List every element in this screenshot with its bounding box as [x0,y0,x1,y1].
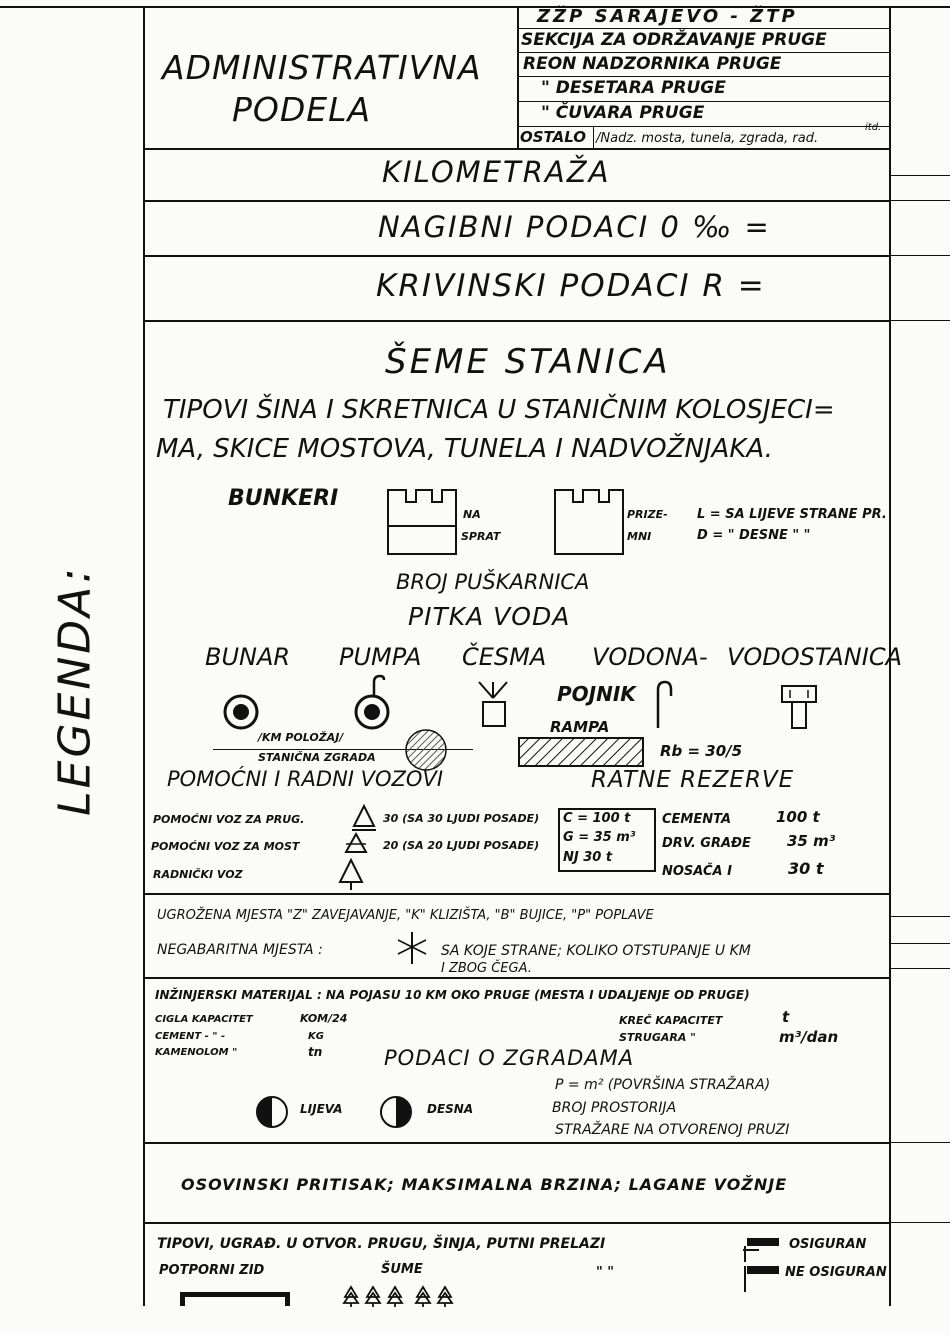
header-row-guard: " ČUVARA PRUGE [541,103,705,123]
nagibni-heading: NAGIBNI PODACI 0 ‰ = [378,210,771,244]
cement-capacity-label: CEMENT - " - [155,1031,226,1042]
water-station-label: VODOSTANICA [727,643,902,671]
aux-train-bridge-icon [344,832,368,858]
brick-capacity-unit: KOM/24 [300,1012,348,1025]
secured-crossing-label: OSIGURAN [789,1237,867,1252]
workers-train-label: RADNIČKI VOZ [153,868,243,881]
header-row-railway: ZŽP SARAJEVO - ŽTP [537,6,798,27]
band-line [143,200,891,202]
band-line [143,255,891,257]
reserves-code-cement: C = 100 t [563,811,631,826]
stations-title: ŠEME STANICA [385,342,671,382]
water-crane-label-2: POJNIK [557,682,636,706]
bunker-prize-label: PRIZE- [627,508,668,521]
brick-capacity-label: CIGLA KAPACITET [155,1014,253,1025]
unsecured-crossing-icon [741,1262,781,1292]
reserves-code-beams: NJ 30 t [563,850,613,865]
building-left-icon [254,1094,290,1130]
header-row-line [517,52,890,53]
margin-tick [891,255,950,256]
bunkers-label: BUNKERI [228,486,339,511]
band-line [143,320,891,322]
workers-train-icon [338,858,364,892]
drinking-water-title: PITKA VODA [408,602,571,631]
war-reserves-title: RATNE REZERVE [591,767,795,793]
water-crane-label: VODONA- [592,643,708,671]
building-right-label: DESNA [427,1102,474,1116]
retaining-wall-label: POTPORNI ZID [159,1263,265,1278]
header-title-line2: PODELA [232,90,372,129]
stations-text-line2: MA, SKICE MOSTOVA, TUNELA I NADVOŽNJAKA. [156,434,773,464]
margin-tick [891,1222,950,1223]
aux-train-bridge-value: 20 (SA 20 LJUDI POSADE) [383,839,540,852]
reserves-wood-label: DRV. GRAĐE [662,836,751,851]
forest-trees-icon [343,1285,463,1307]
quarry-capacity-unit: tn [308,1045,323,1059]
band-line [143,148,891,150]
aux-train-bridge-label: POMOĆNI VOZ ZA MOST [151,840,300,853]
bunker-na-label: NA [463,508,481,521]
reserves-code-wood: G = 35 m³ [563,830,636,845]
pump-icon [354,674,394,734]
header-row-section: SEKCIJA ZA ODRŽAVANJE PRUGE [521,30,827,50]
guardhouse-area-line: P = m² (POVRŠINA STRAŽARA) [555,1077,771,1093]
margin-tick [891,968,950,969]
header-row-line [517,101,890,102]
header-other-itd: itd. [865,122,882,133]
reserves-beams-label: NOSAČA I [662,864,732,879]
barrier-icon [518,737,646,769]
margin-tick [891,943,950,944]
clearance-places-text: SA KOJE STRANE; KOLIKO OTSTUPANJE U KM [441,943,751,959]
clearance-places-text-2: I ZBOG ČEGA. [441,961,532,976]
water-station-icon [780,684,820,732]
clearance-star-icon [395,930,429,966]
secured-crossing-icon [741,1234,781,1262]
bunker-mni-label: MNI [627,530,652,543]
unsecured-crossing-label: NE OSIGURAN [785,1265,887,1280]
header-row-line [517,28,890,29]
quarry-capacity-label: KAMENOLOM " [155,1047,238,1058]
station-building-label: STANIČNA ZGRADA [258,751,376,764]
header-row-foreman: " DESETARA PRUGE [541,78,726,98]
margin-tick [891,175,950,176]
lime-capacity-label: KREČ KAPACITET [619,1014,723,1027]
margin-tick [891,916,950,917]
aux-train-track-label: POMOĆNI VOZ ZA PRUG. [153,813,305,826]
header-title-line1: ADMINISTRATIVNA [162,48,482,87]
guardhouse-open-line: STRAŽARE NA OTVORENOJ PRUZI [555,1122,790,1138]
reserves-beams-value: 30 t [788,859,824,878]
header-other-label: OSTALO [520,128,587,146]
header-row-supervisor: REON NADZORNIKA PRUGE [523,54,782,74]
well-icon [221,692,261,732]
km-position-label: /KM POLOŽAJ/ [258,731,344,744]
building-left-label: LIJEVA [300,1102,343,1116]
axle-load-line: OSOVINSKI PRITISAK; MAKSIMALNA BRZINA; LAGANE VOŽNJE [181,1175,788,1194]
band-line [143,977,891,979]
water-crane-icon [652,680,676,730]
margin-tick [891,320,950,321]
loophole-count-label: BROJ PUŠKARNICA [396,570,590,594]
barrier-rb-value: Rb = 30/5 [660,742,743,760]
threatened-places-line: UGROŽENA MJESTA "Z" ZAVEJAVANJE, "K" KLIZIŠTA, "B" BUJICE, "P" POPLAVE [157,908,654,923]
fountain-label: ČESMA [462,643,547,671]
ditto-marks: " " [596,1265,615,1280]
kilometraza-heading: KILOMETRAŽA [382,155,611,189]
building-right-icon [378,1094,414,1130]
engineering-material-title: INŽINJERSKI MATERIJAL : NA POJASU 10 KM OKO PRUGE (MESTA I UDALJENJE OD PRUGE) [155,988,750,1002]
band-line [143,1142,891,1144]
sawmill-label: STRUGARA " [619,1031,696,1044]
forests-label: ŠUME [381,1262,423,1277]
margin-tick [891,1142,950,1143]
fountain-icon [475,680,515,730]
band-line [143,893,891,895]
barrier-label: RAMPA [550,718,610,736]
room-count-line: BROJ PROSTORIJA [552,1100,677,1116]
cement-capacity-unit: KG [308,1031,324,1042]
buildings-data-title: PODACI O ZGRADAMA [384,1046,635,1070]
bunker-ground-floor-icon [553,488,625,556]
margin-tick [891,200,950,201]
aux-train-track-icon [352,804,376,832]
clearance-places-label: NEGABARITNA MJESTA : [157,942,323,958]
auxiliary-trains-title: POMOĆNI I RADNI VOZOVI [167,767,444,791]
reserves-cement-value: 100 t [776,808,820,826]
sawmill-unit: m³/dan [779,1028,839,1046]
bunker-left-side-note: L = SA LIJEVE STRANE PR. [697,507,887,522]
header-row-line [517,126,890,127]
header-other-text: /Nadz. mosta, tunela, zgrada, rad. [596,131,819,146]
track-types-line: TIPOVI, UGRAĐ. U OTVOR. PRUGU, ŠINJA, PUTNI PRELAZI [157,1236,606,1252]
retaining-wall-icon [180,1292,290,1306]
ostalo-divider [593,126,594,148]
bunker-sprat-label: SPRAT [461,530,501,543]
aux-train-track-value: 30 (SA 30 LJUDI POSADE) [383,812,540,825]
legend-sidebar-label: LEGENDA: [49,565,101,816]
bunker-right-side-note: D = " DESNE " " [697,528,811,543]
lime-capacity-unit: t [782,1008,790,1026]
header-row-line [517,76,890,77]
reserves-cement-label: CEMENTA [662,812,732,827]
band-line [143,1222,891,1224]
well-label: BUNAR [205,643,291,671]
bunker-multi-storey-icon [386,488,458,556]
reserves-wood-value: 35 m³ [787,832,836,850]
stations-text-line1: TIPOVI ŠINA I SKRETNICA U STANIČNIM KOLOSJECI= [163,395,835,425]
pump-label: PUMPA [339,643,422,671]
krivinski-heading: KRIVINSKI PODACI R = [376,268,766,304]
